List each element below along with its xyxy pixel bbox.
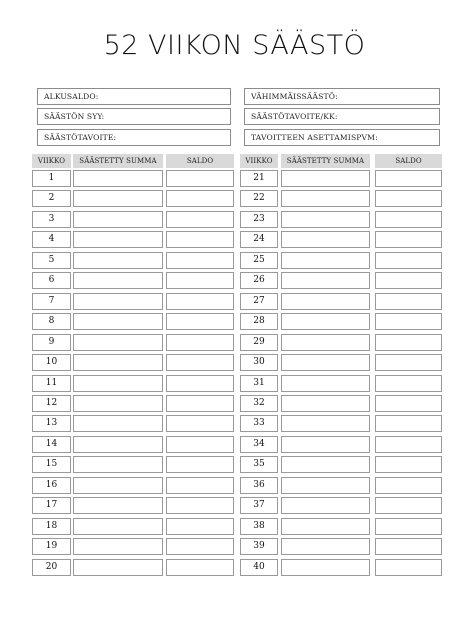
left-header-week: VIIKKO — [32, 154, 71, 168]
right-balance-cell[interactable] — [375, 497, 442, 514]
left-week-number-cell: 12 — [32, 395, 71, 412]
left-week-number-cell: 2 — [32, 190, 71, 207]
right-balance-cell[interactable] — [375, 272, 442, 289]
right-balance-cell[interactable] — [375, 436, 442, 453]
right-week-number-cell: 34 — [240, 436, 278, 453]
right-balance-cell[interactable] — [375, 211, 442, 228]
page-title: 52 VIIKON SÄÄSTÖ — [103, 30, 366, 61]
left-saved-amount-cell[interactable] — [73, 293, 163, 310]
right-balance-cell[interactable] — [375, 477, 442, 494]
right-saved-amount-cell[interactable] — [281, 211, 370, 228]
left-header-saved-amount: SÄÄSTETTY SUMMA — [73, 154, 163, 168]
left-saved-amount-cell[interactable] — [73, 211, 163, 228]
left-balance-cell[interactable] — [166, 456, 234, 473]
left-week-number-cell: 13 — [32, 415, 71, 432]
left-balance-cell[interactable] — [166, 334, 234, 351]
right-header-week: VIIKKO — [240, 154, 278, 168]
right-week-number-cell: 28 — [240, 313, 278, 330]
right-saved-amount-cell[interactable] — [281, 415, 370, 432]
left-week-number-cell: 6 — [32, 272, 71, 289]
right-balance-cell[interactable] — [375, 231, 442, 248]
left-balance-cell[interactable] — [166, 436, 234, 453]
right-balance-cell[interactable] — [375, 293, 442, 310]
left-week-number-cell: 4 — [32, 231, 71, 248]
left-week-number-cell: 10 — [32, 354, 71, 371]
right-saved-amount-cell[interactable] — [281, 456, 370, 473]
left-week-number-cell: 11 — [32, 375, 71, 392]
left-week-number-cell: 20 — [32, 559, 71, 576]
left-saved-amount-cell[interactable] — [73, 354, 163, 371]
left-balance-cell[interactable] — [166, 375, 234, 392]
left-week-number-cell: 7 — [32, 293, 71, 310]
left-header-balance: SALDO — [166, 154, 234, 168]
left-saved-amount-cell[interactable] — [73, 190, 163, 207]
left-week-number-cell: 9 — [32, 334, 71, 351]
left-balance-cell[interactable] — [166, 293, 234, 310]
right-week-number-cell: 23 — [240, 211, 278, 228]
right-balance-cell[interactable] — [375, 559, 442, 576]
right-week-number-cell: 30 — [240, 354, 278, 371]
left-saved-amount-cell[interactable] — [73, 456, 163, 473]
saaston-syy-field[interactable]: SÄÄSTÖN SYY: — [37, 108, 231, 125]
right-saved-amount-cell[interactable] — [281, 395, 370, 412]
left-week-number-cell: 18 — [32, 518, 71, 535]
alkusaldo-field[interactable]: ALKUSALDO: — [37, 88, 231, 105]
left-saved-amount-cell[interactable] — [73, 334, 163, 351]
right-header-saved-amount: SÄÄSTETTY SUMMA — [281, 154, 370, 168]
right-saved-amount-cell[interactable] — [281, 252, 370, 269]
left-saved-amount-cell[interactable] — [73, 538, 163, 555]
right-balance-cell[interactable] — [375, 395, 442, 412]
left-week-number-cell: 1 — [32, 170, 71, 187]
right-saved-amount-cell[interactable] — [281, 477, 370, 494]
left-saved-amount-cell[interactable] — [73, 436, 163, 453]
right-saved-amount-cell[interactable] — [281, 231, 370, 248]
right-week-number-cell: 32 — [240, 395, 278, 412]
left-balance-cell[interactable] — [166, 538, 234, 555]
right-balance-cell[interactable] — [375, 190, 442, 207]
left-balance-cell[interactable] — [166, 415, 234, 432]
right-week-number-cell: 36 — [240, 477, 278, 494]
right-balance-cell[interactable] — [375, 334, 442, 351]
right-week-number-cell: 25 — [240, 252, 278, 269]
right-saved-amount-cell[interactable] — [281, 190, 370, 207]
left-balance-cell[interactable] — [166, 395, 234, 412]
right-saved-amount-cell[interactable] — [281, 293, 370, 310]
left-saved-amount-cell[interactable] — [73, 252, 163, 269]
right-saved-amount-cell[interactable] — [281, 518, 370, 535]
right-week-number-cell: 24 — [240, 231, 278, 248]
right-saved-amount-cell[interactable] — [281, 313, 370, 330]
right-week-number-cell: 38 — [240, 518, 278, 535]
left-balance-cell[interactable] — [166, 354, 234, 371]
left-saved-amount-cell[interactable] — [73, 415, 163, 432]
left-balance-cell[interactable] — [166, 518, 234, 535]
saastotavoite-field[interactable]: SÄÄSTÖTAVOITE: — [37, 129, 231, 146]
right-balance-cell[interactable] — [375, 354, 442, 371]
right-balance-cell[interactable] — [375, 456, 442, 473]
left-saved-amount-cell[interactable] — [73, 170, 163, 187]
left-balance-cell[interactable] — [166, 272, 234, 289]
left-saved-amount-cell[interactable] — [73, 272, 163, 289]
right-saved-amount-cell[interactable] — [281, 170, 370, 187]
left-saved-amount-cell[interactable] — [73, 559, 163, 576]
right-saved-amount-cell[interactable] — [281, 559, 370, 576]
right-balance-cell[interactable] — [375, 375, 442, 392]
left-week-number-cell: 17 — [32, 497, 71, 514]
right-week-number-cell: 22 — [240, 190, 278, 207]
left-saved-amount-cell[interactable] — [73, 231, 163, 248]
right-saved-amount-cell[interactable] — [281, 436, 370, 453]
left-week-number-cell: 14 — [32, 436, 71, 453]
right-week-number-cell: 27 — [240, 293, 278, 310]
left-balance-cell[interactable] — [166, 559, 234, 576]
right-balance-cell[interactable] — [375, 252, 442, 269]
left-saved-amount-cell[interactable] — [73, 395, 163, 412]
right-week-number-cell: 39 — [240, 538, 278, 555]
left-balance-cell[interactable] — [166, 477, 234, 494]
left-balance-cell[interactable] — [166, 190, 234, 207]
right-week-number-cell: 37 — [240, 497, 278, 514]
right-balance-cell[interactable] — [375, 538, 442, 555]
left-saved-amount-cell[interactable] — [73, 375, 163, 392]
left-saved-amount-cell[interactable] — [73, 497, 163, 514]
right-week-number-cell: 26 — [240, 272, 278, 289]
right-week-number-cell: 33 — [240, 415, 278, 432]
left-balance-cell[interactable] — [166, 313, 234, 330]
left-saved-amount-cell[interactable] — [73, 313, 163, 330]
right-saved-amount-cell[interactable] — [281, 375, 370, 392]
right-saved-amount-cell[interactable] — [281, 538, 370, 555]
left-balance-cell[interactable] — [166, 231, 234, 248]
right-balance-cell[interactable] — [375, 313, 442, 330]
left-balance-cell[interactable] — [166, 497, 234, 514]
right-saved-amount-cell[interactable] — [281, 354, 370, 371]
right-header-balance: SALDO — [375, 154, 442, 168]
right-saved-amount-cell[interactable] — [281, 497, 370, 514]
right-week-number-cell: 40 — [240, 559, 278, 576]
saastotavoite-kk-field[interactable]: SÄÄSTÖTAVOITE/KK: — [244, 108, 440, 125]
right-week-number-cell: 21 — [240, 170, 278, 187]
left-saved-amount-cell[interactable] — [73, 518, 163, 535]
right-week-number-cell: 31 — [240, 375, 278, 392]
left-balance-cell[interactable] — [166, 170, 234, 187]
left-balance-cell[interactable] — [166, 252, 234, 269]
right-balance-cell[interactable] — [375, 518, 442, 535]
right-balance-cell[interactable] — [375, 415, 442, 432]
left-saved-amount-cell[interactable] — [73, 477, 163, 494]
left-week-number-cell: 8 — [32, 313, 71, 330]
left-week-number-cell: 5 — [32, 252, 71, 269]
tavoitteen-asettamispvm-field[interactable]: TAVOITTEEN ASETTAMISPVM: — [244, 129, 440, 146]
left-week-number-cell: 16 — [32, 477, 71, 494]
right-saved-amount-cell[interactable] — [281, 272, 370, 289]
right-week-number-cell: 29 — [240, 334, 278, 351]
left-week-number-cell: 19 — [32, 538, 71, 555]
left-week-number-cell: 15 — [32, 456, 71, 473]
right-balance-cell[interactable] — [375, 170, 442, 187]
right-week-number-cell: 35 — [240, 456, 278, 473]
left-balance-cell[interactable] — [166, 211, 234, 228]
right-saved-amount-cell[interactable] — [281, 334, 370, 351]
vahimmaissaasto-field[interactable]: VÄHIMMÄISSÄÄSTÖ: — [244, 88, 440, 105]
left-week-number-cell: 3 — [32, 211, 71, 228]
